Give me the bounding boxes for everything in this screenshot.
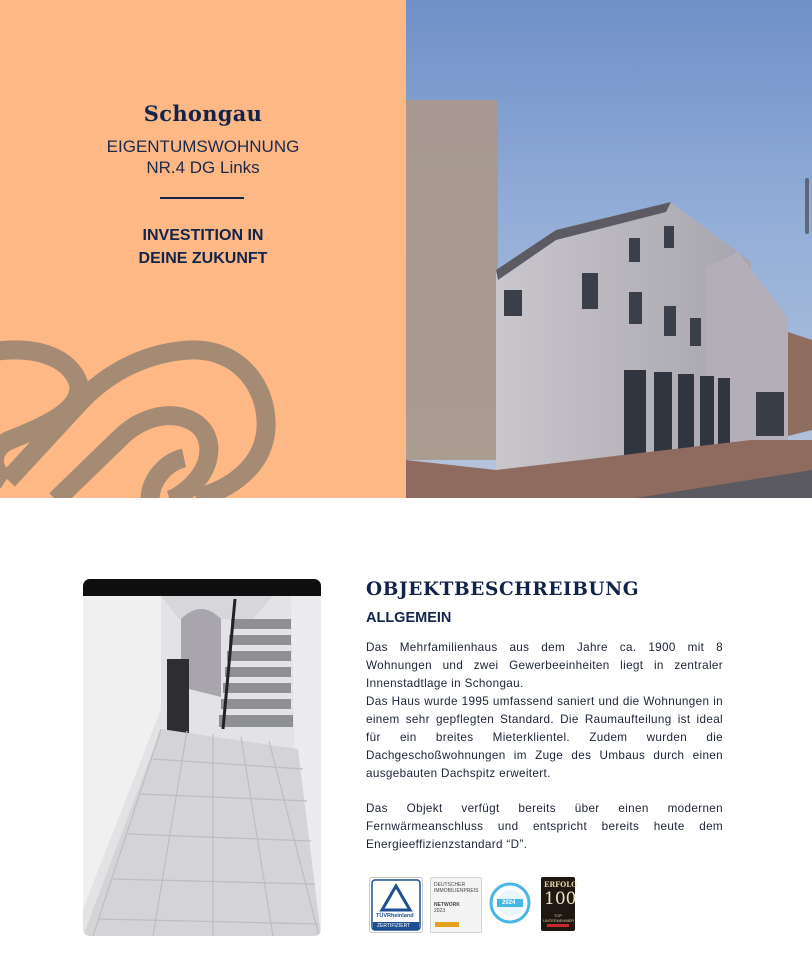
description-paragraph-3: Das Objekt verfügt bereits über einen modernen Fernwärmeanschluss und entspricht bereits heute dem Energieeffizienzstandard “D”. [366,802,723,851]
building-photo [406,0,812,498]
hero-title-panel [0,0,406,498]
erfolg-100-badge [541,877,578,931]
description-paragraph-1: Das Mehrfamilienhaus aus dem Jahre ca. 1900 mit 8 Wohnungen und zwei Gewerbeeinheiten liegt in zentraler Innenstadtlage in Schongau. [366,641,723,690]
city-title: Schongau [143,101,263,126]
tuv-badge [369,877,423,933]
interlocking-s-logo-icon [0,330,406,498]
certification-badges [369,877,589,933]
erfolg-number: 100 [544,889,577,909]
claim-line-1: INVESTITION IN [142,227,264,244]
staircase-photo [83,579,321,936]
dip-stripe [435,922,459,927]
dip-line-3: NETWORK [434,902,460,908]
immobilienpreis-badge [430,877,482,933]
tuv-status: ZERTIFIZIERT [377,923,411,929]
description-paragraph-2: Das Haus wurde 1995 umfassend saniert und die Wohnungen in einem sehr gepflegten Standard. Die Raumaufteilung ist ideal für ein breites Mieterklientel. Zudem wurden die Dachgeschoßwohnungen im Zuge des Umbaus durch einen ausgebauten Dachspitz erweitert. [366,695,723,780]
award-seal-badge [489,877,531,931]
object-description [366,575,723,854]
dip-year: 2023 [434,908,446,914]
section-subheading: ALLGEMEIN [366,610,452,626]
property-type: EIGENTUMSWOHNUNG [106,137,300,156]
erfolg-stripe [547,924,569,927]
scrollbar-thumb[interactable] [805,178,809,234]
dip-line-1: DEUTSCHER [434,882,466,888]
unit-number: NR.4 DG Links [146,158,260,177]
claim-line-2: DEINE ZUKUNFT [138,250,268,267]
tuv-name: TÜVRheinland [376,913,414,919]
title-divider [160,197,244,199]
cert-year: 2024 [502,900,516,906]
section-heading: OBJEKTBESCHREIBUNG [366,579,640,600]
dip-line-2: IMMOBILIENPREIS [434,888,479,894]
erfolg-sub: TOP UNTERNEHMER [543,913,575,923]
erfolg-title: ERFOLG [544,880,578,889]
